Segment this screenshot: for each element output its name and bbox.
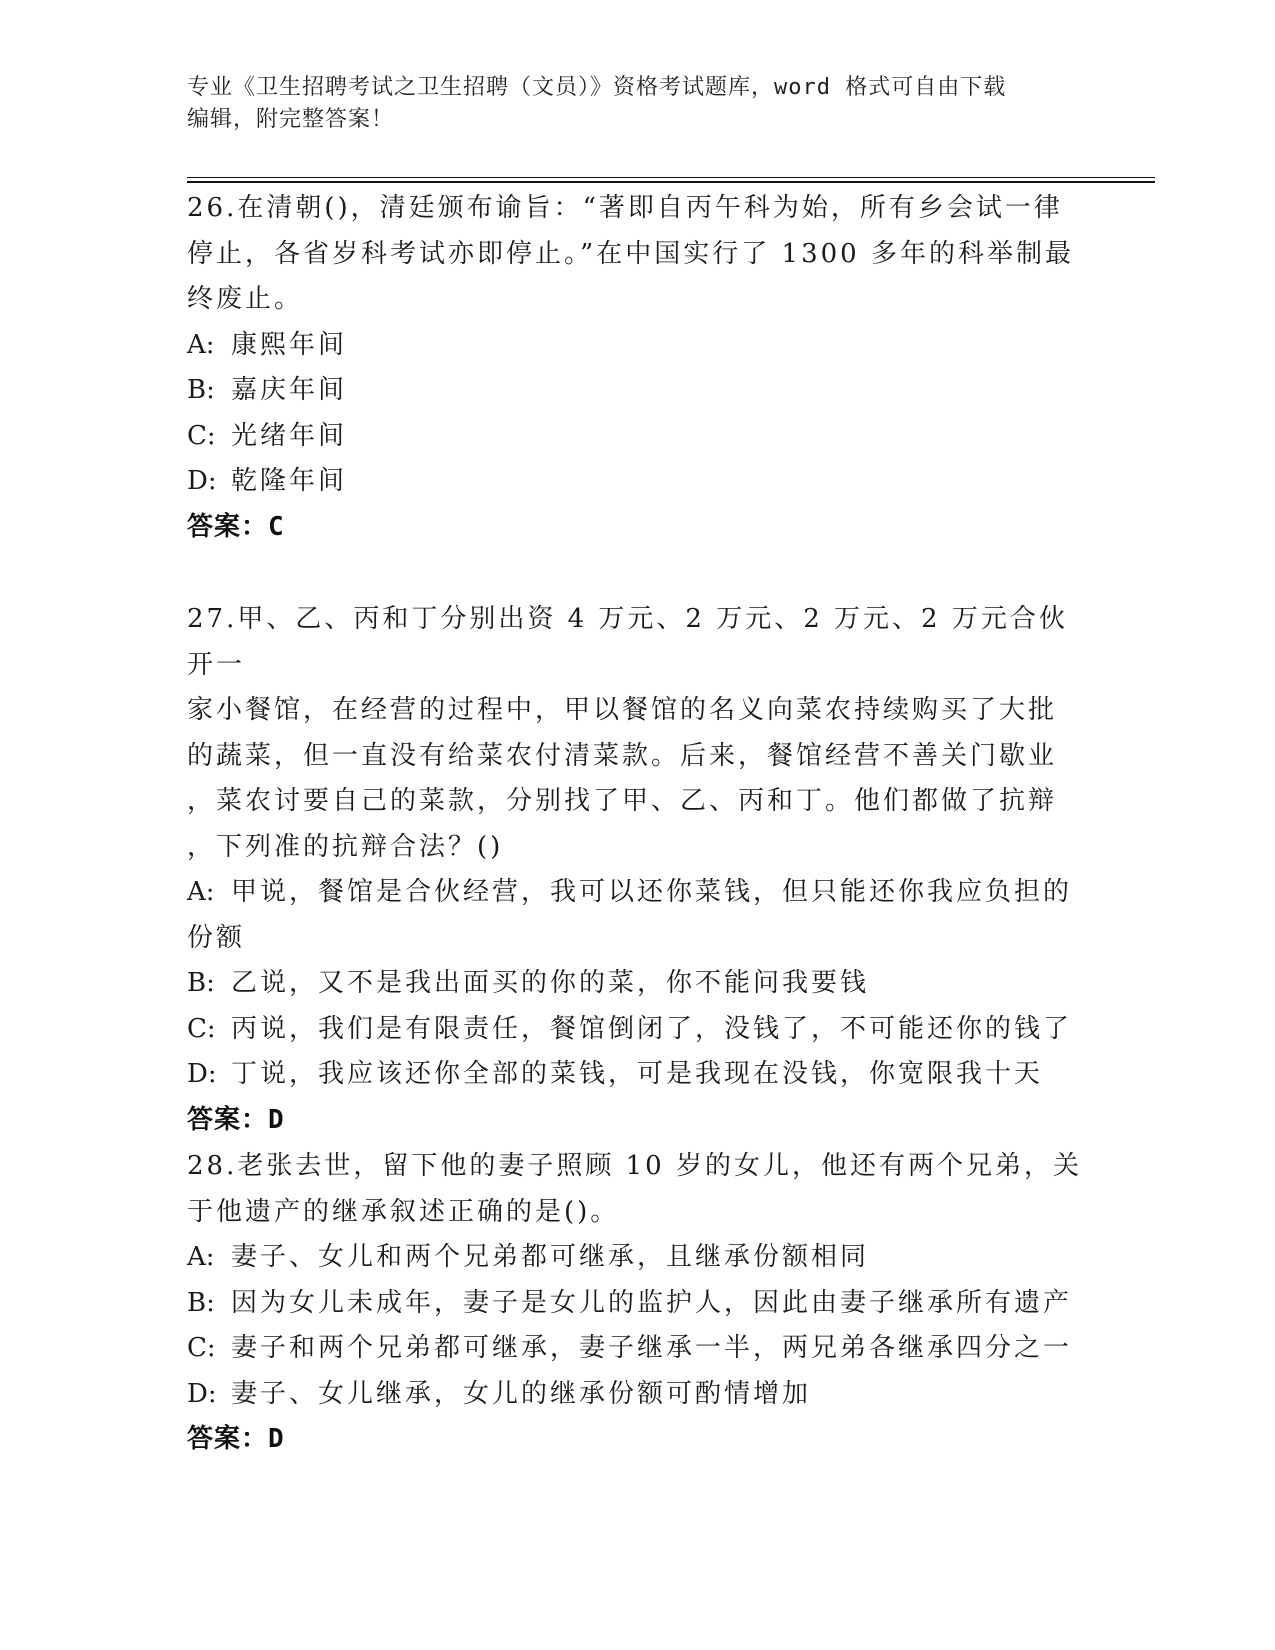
answer: 答案：D [187, 1104, 285, 1135]
option-letter: B: [187, 968, 215, 998]
stem-line: 27.甲、乙、丙和丁分别出资 4 万元、2 万元、2 万元、2 万元合伙开一 [187, 604, 1068, 680]
option-letter: D: [187, 466, 217, 496]
option-a [187, 870, 1087, 916]
question-26 [187, 186, 1087, 550]
stem-line: 家小餐馆，在经营的过程中，甲以餐馆的名义向菜农持续购买了大批 [187, 695, 1058, 725]
option-list [187, 323, 1087, 505]
question-stem [187, 1144, 1087, 1235]
option-b [187, 368, 1087, 414]
option-letter: C: [187, 420, 216, 451]
answer: 答案：C [187, 511, 285, 542]
option-c [187, 414, 1087, 460]
option-text: 康熙年间 [231, 329, 348, 360]
option-d [187, 459, 1087, 505]
option-list [187, 1235, 1087, 1417]
stem-line: 28.老张去世，留下他的妻子照顾 10 岁的女儿，他还有两个兄弟，关 [187, 1151, 1082, 1181]
option-b [187, 1281, 1087, 1327]
header-divider-thick [187, 181, 1155, 183]
stem-line: 26.在清朝()，清廷颁布谕旨：“著即自丙午科为始，所有乡会试一律 [187, 193, 1063, 223]
option-text: 乾隆年间 [231, 466, 348, 496]
option-list [187, 870, 1087, 1098]
option-text: 丁说，我应该还你全部的菜钱，可是我现在没钱，你宽限我十天 [231, 1059, 1044, 1089]
option-letter: A: [187, 1242, 215, 1272]
option-text: 妻子、女儿和两个兄弟都可继承，且继承份额相同 [231, 1242, 870, 1272]
option-text: 光绪年间 [231, 420, 348, 451]
option-letter: C: [187, 1333, 216, 1363]
document-header [187, 72, 1087, 136]
stem-line: 停止，各省岁科考试亦即停止。”在中国实行了 1300 多年的科举制最 [187, 238, 1074, 269]
option-letter: A: [187, 877, 215, 907]
option-text: 妻子、女儿继承，女儿的继承份额可酌情增加 [231, 1378, 812, 1409]
option-a-continued: 份额 [187, 922, 246, 953]
header-line-1: 专业《卫生招聘考试之卫生招聘（文员）》资格考试题库，word 格式可自由下载 [187, 75, 1007, 100]
header-line-2: 编辑，附完整答案！ [187, 107, 395, 132]
option-b [187, 961, 1087, 1007]
header-divider-thin [187, 177, 1155, 178]
stem-line: ，菜农讨要自己的菜款，分别找了甲、乙、丙和丁。他们都做了抗辩 [187, 786, 1058, 816]
question-stem [187, 597, 1087, 870]
option-text: 因为女儿未成年，妻子是女儿的监护人，因此由妻子继承所有遗产 [231, 1287, 1073, 1318]
option-text: 甲说，餐馆是合伙经营，我可以还你菜钱，但只能还你我应负担的 [231, 877, 1073, 907]
option-c [187, 1326, 1087, 1372]
question-27 [187, 597, 1087, 1143]
stem-line: 的蔬菜，但一直没有给菜农付清菜款。后来，餐馆经营不善关门歇业 [187, 740, 1058, 771]
option-letter: D: [187, 1059, 217, 1089]
option-text: 丙说，我们是有限责任，餐馆倒闭了，没钱了，不可能还你的钱了 [231, 1013, 1073, 1044]
option-text: 乙说，又不是我出面买的你的菜，你不能问我要钱 [231, 968, 870, 998]
option-letter: B: [187, 375, 215, 405]
stem-line: ，下列准的抗辩合法？() [187, 831, 504, 862]
option-c [187, 1007, 1087, 1053]
option-d [187, 1372, 1087, 1418]
option-letter: C: [187, 1013, 216, 1044]
option-a [187, 1235, 1087, 1281]
option-text: 嘉庆年间 [231, 375, 348, 405]
answer: 答案：D [187, 1424, 285, 1454]
stem-line: 终废止。 [187, 284, 304, 314]
option-d [187, 1052, 1087, 1098]
option-text: 妻子和两个兄弟都可继承，妻子继承一半，两兄弟各继承四分之一 [231, 1333, 1073, 1363]
question-28 [187, 1144, 1087, 1463]
question-stem [187, 186, 1087, 323]
option-letter: B: [187, 1287, 215, 1318]
option-letter: D: [187, 1378, 217, 1409]
stem-line: 于他遗产的继承叙述正确的是()。 [187, 1196, 620, 1227]
option-a [187, 323, 1087, 369]
option-letter: A: [187, 329, 215, 360]
